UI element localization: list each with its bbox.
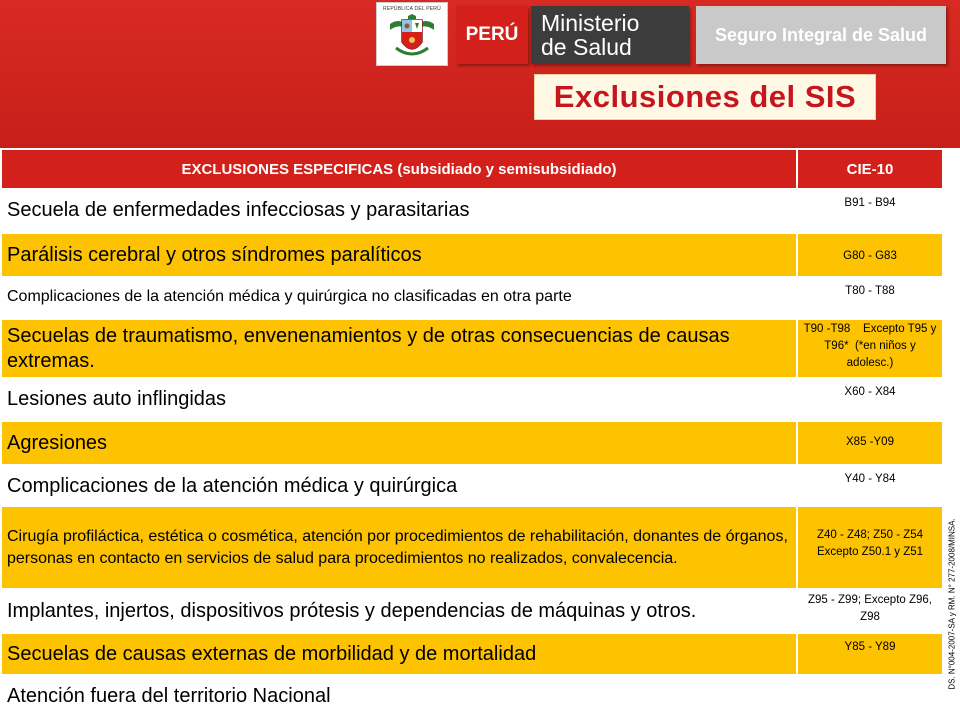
row-code: Y85 - Y89 (798, 634, 942, 674)
row-code: Z95 - Z99; Excepto Z96, Z98 (798, 590, 942, 632)
header-description-bold: EXCLUSIONES ESPECIFICAS (181, 160, 394, 178)
row-description: Secuela de enfermedades infecciosas y parasitarias (2, 190, 796, 231)
sis-label: Seguro Integral de Salud (696, 6, 946, 64)
legal-reference (946, 495, 958, 713)
header-description-rest: (subsidiado y semisubsidiado) (393, 160, 617, 178)
legal-reference-text: DS. N°004-2007-SA y RM. N° 277-2008/MINSA. (947, 518, 957, 690)
table-row (0, 234, 944, 276)
table-row (0, 466, 944, 506)
row-description: Implantes, injertos, dispositivos prótesis y dependencias de máquinas y otros. (2, 590, 796, 632)
row-code: G80 - G83 (798, 234, 942, 276)
page-title: Exclusiones del SIS (534, 74, 876, 120)
row-code: Z40 - Z48; Z50 - Z54 Excepto Z50.1 y Z51 (798, 507, 942, 588)
row-description: Secuelas de traumatismo, envenenamientos y de otras consecuencias de causas extremas. (2, 320, 796, 377)
row-code: X60 - X84 (798, 379, 942, 420)
row-code: X85 -Y09 (798, 422, 942, 464)
ministry-line-1: Ministerio (541, 10, 640, 36)
row-description: Secuelas de causas externas de morbilidad y de mortalidad (2, 634, 796, 674)
emblem-caption: REPÚBLICA DEL PERÚ (383, 6, 441, 12)
row-code (798, 676, 942, 716)
row-code: T90 -T98 Excepto T95 y T96* (*en niños y adolesc.) (798, 320, 942, 377)
header-description-cell (2, 150, 796, 188)
row-description: Complicaciones de la atención médica y quirúrgica no clasificadas en otra parte (2, 278, 796, 316)
coat-of-arms-icon (386, 14, 438, 62)
row-description: Atención fuera del territorio Nacional (2, 676, 796, 716)
peru-coat-of-arms-logo (376, 2, 448, 66)
ministry-line-2: de Salud (541, 34, 632, 60)
table-row (0, 379, 944, 420)
row-description: Complicaciones de la atención médica y quirúrgica (2, 466, 796, 506)
table-row (0, 190, 944, 231)
row-description: Parálisis cerebral y otros síndromes paralíticos (2, 234, 796, 276)
table-row (0, 507, 944, 588)
row-description: Lesiones auto inflingidas (2, 379, 796, 420)
header-code-cell: CIE-10 (798, 150, 942, 188)
ministry-logo (531, 6, 689, 64)
header-banner (0, 0, 960, 148)
table-row (0, 590, 944, 632)
peru-label: PERÚ (456, 6, 528, 64)
table-row (0, 634, 944, 674)
row-code: T80 - T88 (798, 278, 942, 316)
row-description: Agresiones (2, 422, 796, 464)
row-description: Cirugía profiláctica, estética o cosmética, atención por procedimientos de rehabilitación, donantes de órganos, personas en contacto en servicios de salud para procedimientos no realizados, convalecencia. (2, 507, 796, 588)
table-row (0, 320, 944, 377)
table-header-row (0, 150, 944, 188)
table-row (0, 676, 944, 716)
row-code: B91 - B94 (798, 190, 942, 231)
row-code: Y40 - Y84 (798, 466, 942, 506)
table-row (0, 422, 944, 464)
table-row (0, 278, 944, 316)
